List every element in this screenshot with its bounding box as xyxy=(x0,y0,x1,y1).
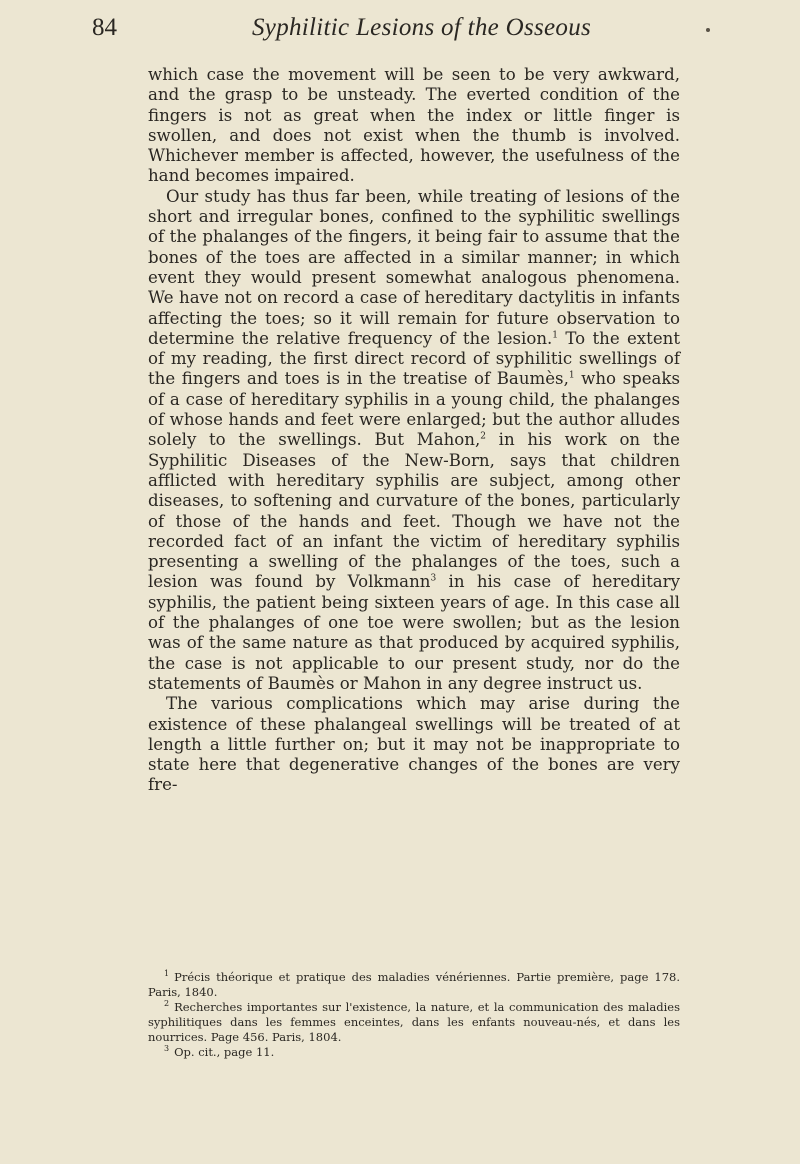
paragraph-2: Our study has thus far been, while treating of lesions of the short and irregular bones, confined to the syphilitic swellings of the phalanges of the fingers, it being fair to assume that the bones of the toes are affected in a similar manner; in which event they would present somewhat analogous phenomena. We have not on record a case of hereditary dactylitis in infants affecting the toes; so it will remain for future observation to determine the relative frequency of the lesion.$^1$ To the extent of my reading, the first direct record of syphilitic swellings of the fingers and toes is in the treatise of Baumès,$^1$ who speaks of a case of hereditary syphilis in a young child, the phalanges of whose hands and feet were enlarged; but the author alludes solely to the swellings. But Mahon,$^2$ in his work on the Syphilitic Diseases of the New-Born, says that children afflicted with hereditary syphilis are subject, among other diseases, to softening and curvature of the bones, particularly of those of the hands and feet. Though we have not the recorded fact of an infant the victim of hereditary syphilis presenting a swelling of the phalanges of the toes, such a lesion was found by Volkmann$^3$ in his case of hereditary syphilis, the patient being sixteen years of age. In this case all of the phalanges of one toe were swollen; but as the lesion was of the same nature as that produced by acquired syphilis, the case is not applicable to our present study, nor do the statements of Baumès or Mahon in any degree instruct us. xyxy=(148,186,680,693)
footnote-ref: 1 xyxy=(568,370,575,381)
paragraph-1: which case the movement will be seen to be very awkward, and the grasp to be unsteady. The everted condition of the fingers is not as great when the index or little finger is swollen, and does not exist when the thumb is involved. Whichever member is affected, however, the usefulness of the hand becomes impaired. xyxy=(148,65,680,186)
footnote-1: $^1$ Précis théorique et pratique des maladies vénériennes. Partie première, page 178. Paris, 1840. xyxy=(148,969,680,999)
footnotes xyxy=(148,970,680,1060)
running-title: Syphilitic Lesions of the Osseous xyxy=(252,14,592,41)
footnote-3: $^3$ Op. cit., page 11. xyxy=(164,1044,275,1059)
body-text xyxy=(148,65,680,796)
footnote-2: $^2$ Recherches importantes sur l'existence, la nature, et la communication des maladies syphilitiques dans les femmes enceintes, dans les enfants nouveau-nés, et dans les nourrices. Page 456. Paris, 1804. xyxy=(148,999,680,1044)
footnote-ref: 1 xyxy=(552,330,559,341)
page-header xyxy=(92,10,712,52)
footnote-ref: 2 xyxy=(480,431,486,442)
paragraph-3: The various complications which may arise during the existence of these phalangeal swellings will be treated of at length a little further on; but it may not be inappropriate to state here that degenerative changes of the bones are very fre- xyxy=(148,694,680,795)
footnote-ref: 3 xyxy=(430,573,437,584)
page-number: 84 xyxy=(92,14,117,41)
